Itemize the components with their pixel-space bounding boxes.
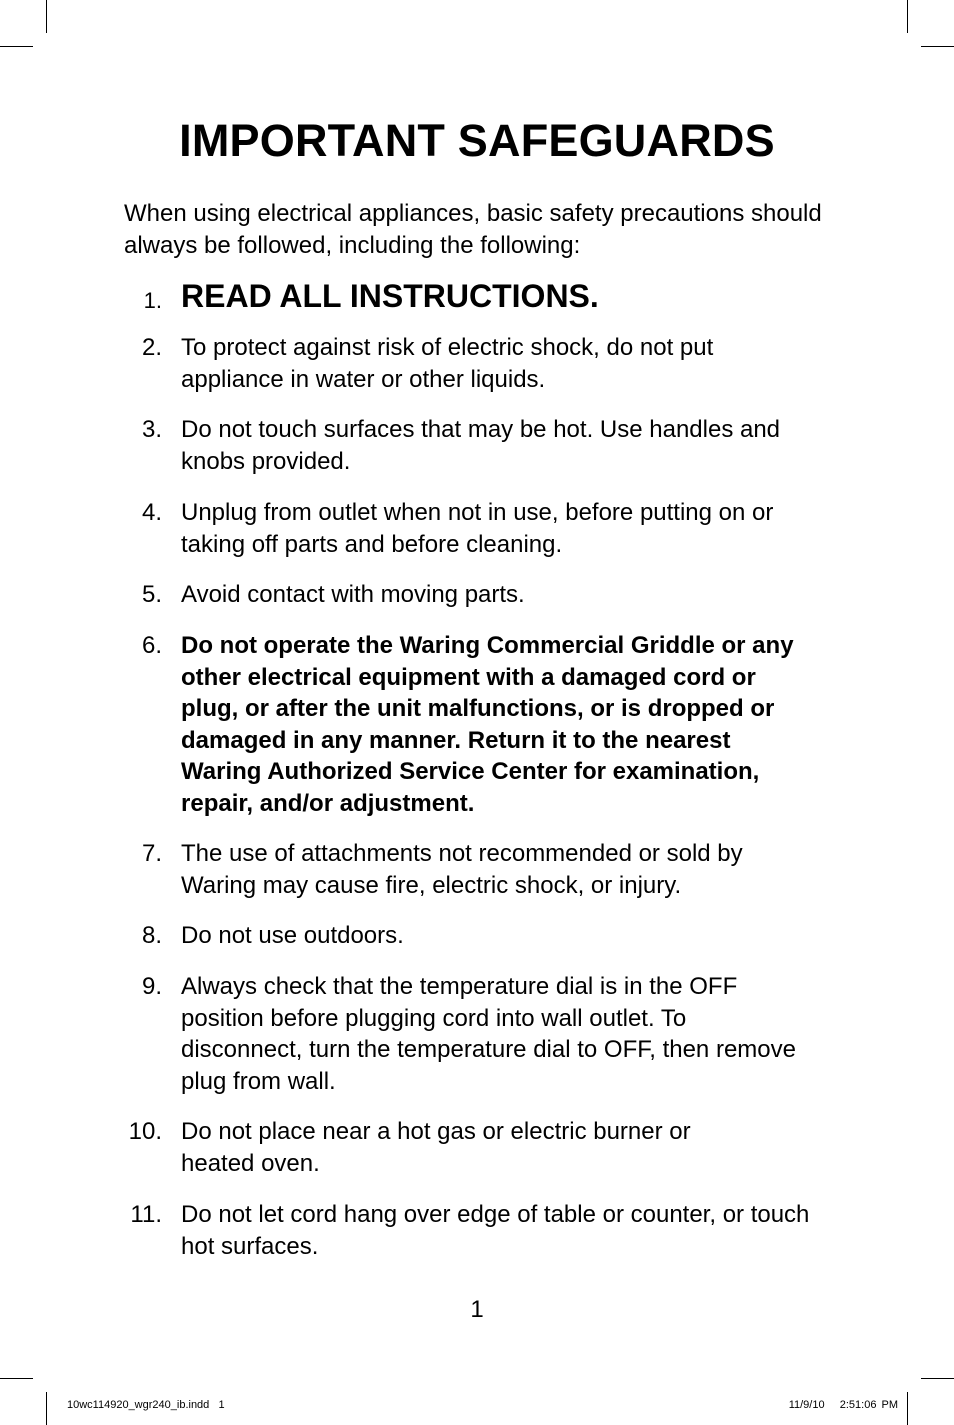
item-text: Always check that the temperature dial is in the OFF position before plugging cord into wall outlet. To disconnect, turn the temperature dial to OFF, then remove plug from wall. xyxy=(181,973,796,1095)
item-text: The use of attachments not recommended or sold by Waring may cause fire, electric shock, or injury. xyxy=(181,840,743,899)
item-number: 1. xyxy=(143,288,162,313)
item-text: Avoid contact with moving parts. xyxy=(181,581,525,608)
item-text: Do not place near a hot gas or electric burner or heated oven. xyxy=(181,1118,691,1177)
crop-mark-bottom-left-h xyxy=(0,1378,33,1379)
item-number: 8. xyxy=(141,922,162,949)
item-text: Do not touch surfaces that may be hot. Use handles and knobs provided. xyxy=(181,416,781,475)
intro-paragraph: When using electrical appliances, basic safety precautions should always be followed, including the following: xyxy=(124,200,822,259)
item-number: 9. xyxy=(141,973,162,1000)
item-number: 6. xyxy=(141,632,162,659)
slug-filename: 10wc114920_wgr240_ib.indd 1 xyxy=(67,1399,225,1411)
item-text: Do not operate the Waring Commercial Griddle or any other electrical equipment with a damaged cord or plug, or after the unit malfunctions, or is dropped or damaged in any manner. Return it to the nearest Waring Authorized Service Center for examination, repair, and/or adjustment. xyxy=(181,632,794,817)
item-number: 4. xyxy=(141,499,162,526)
slug-timestamp: 11/9/10 2:51:06 PM xyxy=(788,1399,898,1411)
crop-mark-bottom-right xyxy=(907,1392,908,1425)
item-text: Do not use outdoors. xyxy=(181,922,404,949)
item-text: Unplug from outlet when not in use, before putting on or taking off parts and before cleaning. xyxy=(181,499,774,558)
item-number: 2. xyxy=(141,334,162,361)
page-number: 1 xyxy=(470,1296,484,1323)
page-title: IMPORTANT SAFEGUARDS xyxy=(179,115,775,166)
item-number: 11. xyxy=(130,1201,162,1228)
item-number: 3. xyxy=(141,416,162,443)
item-number: 10. xyxy=(128,1118,162,1145)
crop-mark-bottom-right-h xyxy=(921,1378,954,1379)
crop-mark-bottom-left xyxy=(46,1392,47,1425)
item-text: Do not let cord hang over edge of table or counter, or touch hot surfaces. xyxy=(181,1201,810,1260)
item-text: READ ALL INSTRUCTIONS. xyxy=(181,278,599,314)
item-number: 5. xyxy=(141,581,162,608)
item-text: To protect against risk of electric shock, do not put appliance in water or other liquids. xyxy=(181,334,714,393)
item-number: 7. xyxy=(141,840,162,867)
